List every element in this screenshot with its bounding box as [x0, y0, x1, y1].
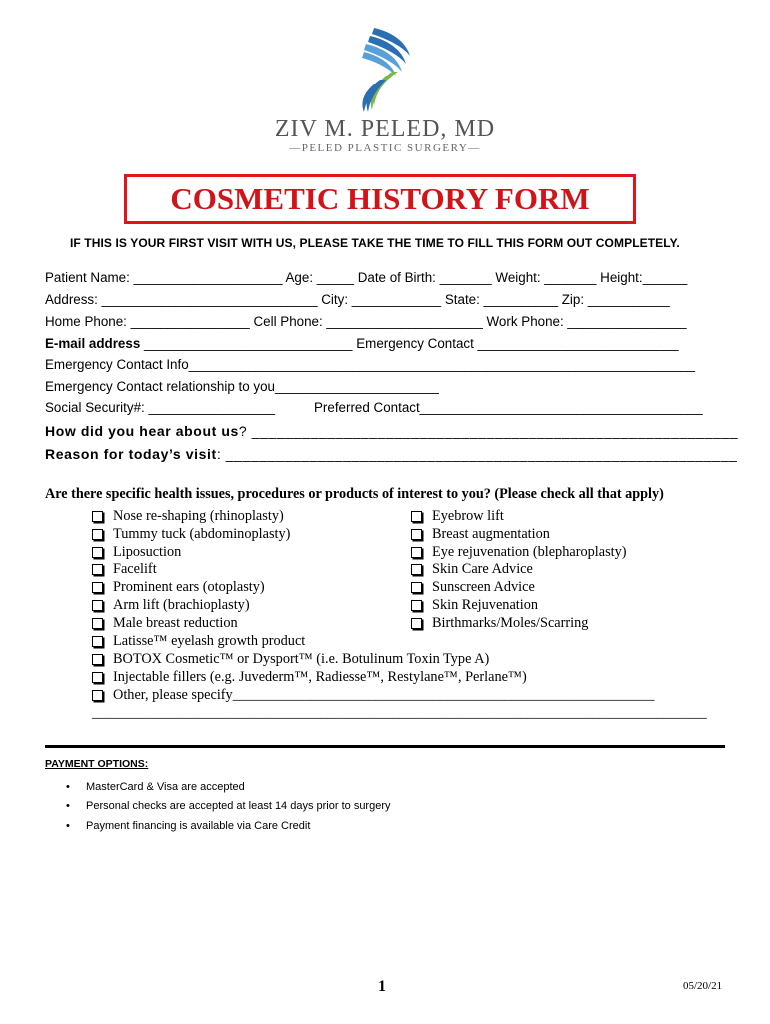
email-label: E-mail address — [45, 336, 141, 351]
section-divider — [45, 745, 725, 748]
option-birthmarks[interactable] — [411, 615, 588, 632]
checkbox-icon[interactable] — [411, 529, 422, 540]
form-title: COSMETIC HISTORY FORM — [170, 181, 590, 216]
checkbox-icon[interactable] — [92, 529, 103, 540]
visit-reason-label: Reason for today’s visit — [45, 446, 217, 462]
option-sunscreen-advice[interactable] — [411, 579, 535, 596]
option-label: Prominent ears (otoplasty) — [113, 579, 265, 595]
page-number: 1 — [378, 978, 386, 995]
option-liposuction[interactable] — [92, 544, 181, 561]
field-preferred-contact[interactable]: Preferred Contact______________________________________ — [314, 400, 703, 415]
option-eyebrow-lift[interactable] — [411, 508, 504, 525]
payment-item-text: MasterCard & Visa are accepted — [86, 781, 245, 793]
visit-reason-blank: : _____________________________________________________________ — [216, 446, 738, 462]
payment-item — [66, 781, 245, 793]
checkbox-icon[interactable] — [411, 618, 422, 629]
checkbox-icon[interactable] — [92, 511, 103, 522]
option-label: Arm lift (brachioplasty) — [113, 597, 250, 613]
checkbox-icon[interactable] — [92, 654, 103, 665]
other-specify-line[interactable]: ______________________________________________________________________________________ — [92, 705, 707, 721]
option-otoplasty[interactable] — [92, 579, 265, 596]
checkbox-icon[interactable] — [92, 582, 103, 593]
option-label: Other, please specify___________________________________________________________ — [113, 687, 655, 703]
option-label: Facelift — [113, 561, 157, 577]
option-male-breast-reduction[interactable] — [92, 615, 238, 632]
checkbox-icon[interactable] — [92, 600, 103, 611]
checkbox-icon[interactable] — [411, 564, 422, 575]
field-address[interactable]: Address: _____________________________ City: ____________ State: __________ Zip: ___________ — [45, 292, 670, 307]
option-label: Liposuction — [113, 544, 182, 560]
option-label: Eyebrow lift — [432, 508, 504, 524]
field-visit-reason[interactable] — [45, 446, 737, 462]
option-latisse[interactable] — [92, 633, 305, 650]
option-skin-rejuvenation[interactable] — [411, 597, 538, 614]
option-label: BOTOX Cosmetic™ or Dysport™ (i.e. Botulinum Toxin Type A) — [113, 651, 490, 667]
logo-green-strands — [362, 72, 398, 112]
field-patient-info[interactable]: Patient Name: ____________________ Age: _____ Date of Birth: _______ Weight: _______ Height:______ — [45, 270, 688, 285]
logo-blue-strands — [362, 28, 410, 76]
payment-item-text: Personal checks are accepted at least 14 days prior to surgery — [86, 800, 391, 812]
field-email-emergency[interactable] — [45, 336, 679, 351]
checkbox-icon[interactable] — [92, 690, 103, 701]
option-label: Injectable fillers (e.g. Juvederm™, Radiesse™, Restylane™, Perlane™) — [113, 669, 527, 685]
referral-blank: ? __________________________________________________________ — [238, 423, 739, 439]
option-label: Skin Rejuvenation — [432, 597, 539, 613]
checkbox-icon[interactable] — [411, 600, 422, 611]
option-label: Nose re-shaping (rhinoplasty) — [113, 508, 284, 524]
health-question: Are there specific health issues, procedures or products of interest to you? (Please check all that apply) — [45, 486, 664, 502]
checkbox-icon[interactable] — [92, 564, 103, 575]
checkbox-icon[interactable] — [92, 636, 103, 647]
checkbox-icon[interactable] — [92, 547, 103, 558]
title-box — [124, 174, 636, 224]
option-breast-augmentation[interactable] — [411, 526, 550, 543]
option-label: Skin Care Advice — [432, 561, 533, 577]
instruction-text: IF THIS IS YOUR FIRST VISIT WITH US, PLEASE TAKE THE TIME TO FILL THIS FORM OUT COMPLETELY. — [70, 236, 680, 250]
option-label: Male breast reduction — [113, 615, 238, 631]
option-facelift[interactable] — [92, 561, 157, 578]
field-phones[interactable]: Home Phone: ________________ Cell Phone: _____________________ Work Phone: ________________ — [45, 314, 687, 329]
clinic-name: ZIV M. PELED, MD — [274, 116, 496, 142]
option-brachioplasty[interactable] — [92, 597, 250, 614]
option-other[interactable] — [92, 687, 654, 704]
option-label: Eye rejuvenation (blepharoplasty) — [432, 544, 627, 560]
revision-date: 05/20/21 — [683, 980, 723, 992]
email-emergency-blanks: ____________________________ Emergency Contact ___________________________ — [140, 336, 679, 351]
referral-label: How did you hear about us — [45, 423, 239, 439]
bullet-icon: • — [66, 781, 70, 793]
option-rhinoplasty[interactable] — [92, 508, 284, 525]
option-label: Birthmarks/Moles/Scarring — [432, 615, 589, 631]
option-skin-care-advice[interactable] — [411, 561, 533, 578]
option-abdominoplasty[interactable] — [92, 526, 290, 543]
bullet-icon: • — [66, 800, 70, 812]
bullet-icon: • — [66, 820, 70, 832]
option-botox[interactable] — [92, 651, 489, 668]
checkbox-icon[interactable] — [92, 672, 103, 683]
option-blepharoplasty[interactable] — [411, 544, 627, 561]
checkbox-icon[interactable] — [411, 547, 422, 558]
field-referral-source[interactable] — [45, 423, 738, 439]
clinic-logo-mark — [352, 26, 422, 114]
checkbox-icon[interactable] — [92, 618, 103, 629]
checkbox-icon[interactable] — [411, 582, 422, 593]
clinic-subtitle: —PELED PLASTIC SURGERY— — [289, 142, 481, 154]
payment-item-text: Payment financing is available via Care Credit — [86, 820, 311, 832]
checkbox-icon[interactable] — [411, 511, 422, 522]
option-label: Sunscreen Advice — [432, 579, 535, 595]
field-emergency-relationship[interactable]: Emergency Contact relationship to you______________________ — [45, 379, 439, 394]
field-emergency-info[interactable]: Emergency Contact Info____________________________________________________________________ — [45, 357, 696, 372]
option-label: Tummy tuck (abdominoplasty) — [113, 526, 291, 542]
payment-title: PAYMENT OPTIONS: — [45, 758, 149, 770]
option-label: Latisse™ eyelash growth product — [113, 633, 306, 649]
payment-item — [66, 800, 391, 812]
option-injectable-fillers[interactable] — [92, 669, 527, 686]
payment-item — [66, 820, 310, 832]
option-label: Breast augmentation — [432, 526, 550, 542]
field-social-security[interactable]: Social Security#: _________________ — [45, 400, 276, 415]
